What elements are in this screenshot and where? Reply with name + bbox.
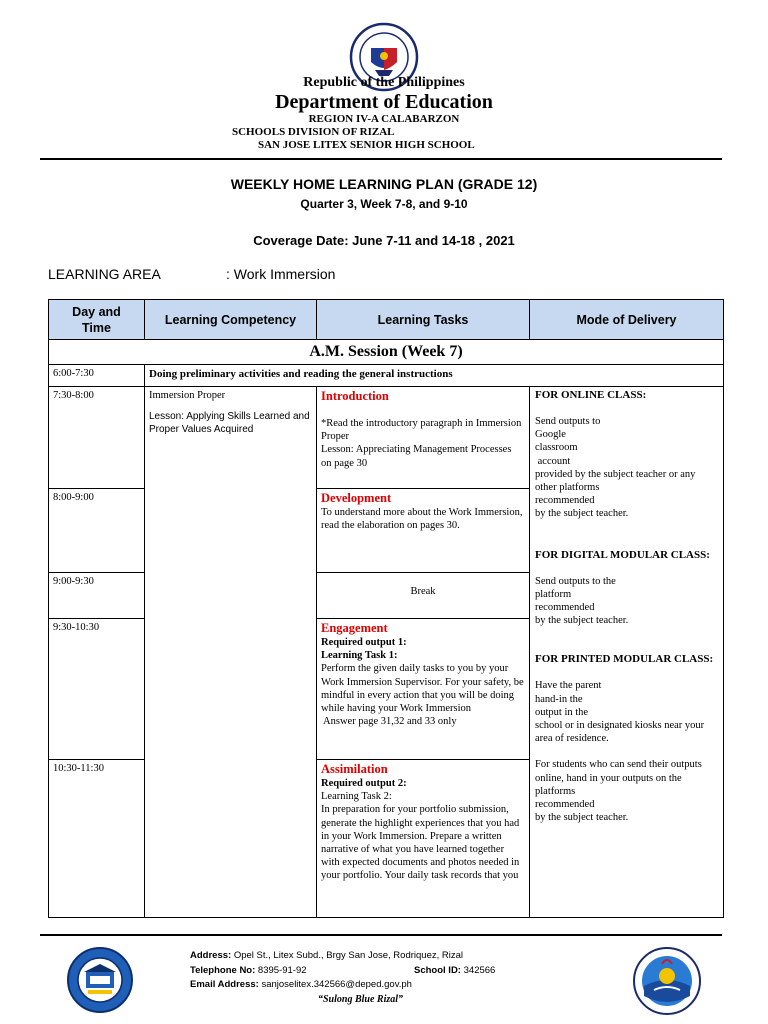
development-text: To understand more about the Work Immersion, read the elaboration on pages 30. [321, 507, 523, 532]
printed-line: hand-in the [535, 693, 583, 705]
introduction-heading: Introduction [321, 389, 389, 403]
online-line: Send outputs to [535, 416, 601, 427]
coverage-date: Coverage Date: June 7-11 and 14-18 , 2021 [253, 233, 515, 248]
time-cell: 7:30-8:00 [49, 387, 145, 489]
learning-area-label: LEARNING AREA [48, 266, 161, 282]
time-cell: 10:30-11:30 [49, 760, 145, 918]
online-line: provided by the subject teacher or any [535, 468, 696, 480]
competency-cell [145, 387, 317, 918]
online-line: recommended [535, 495, 595, 507]
digital-line: by the subject teacher. [535, 615, 629, 627]
division-line: SCHOOLS DIVISION OF RIZAL [232, 126, 395, 138]
plan-quarter: Quarter 3, Week 7-8, and 9-10 [300, 197, 468, 211]
assimilation-task: Learning Task 2: [321, 791, 392, 803]
competency-title: Immersion Proper [149, 390, 226, 401]
development-cell [317, 489, 530, 573]
time-cell: 9:00-9:30 [49, 573, 145, 619]
table-row [49, 387, 724, 489]
online-class-heading: FOR ONLINE CLASS: [535, 389, 647, 401]
development-heading: Development [321, 491, 392, 505]
time-cell: 8:00-9:00 [49, 489, 145, 573]
time-cell: 9:30-10:30 [49, 619, 145, 760]
introduction-text: *Read the introductory paragraph in Immersion Proper [321, 418, 522, 443]
engagement-cell [317, 619, 530, 760]
preliminary-instructions: Doing preliminary activities and reading the general instructions [145, 365, 724, 387]
engagement-text: Perform the given daily tasks to you by your Work Immersion Supervisor. For your safety, be mindful in every action that you will be doing while having your Work Immersion [321, 663, 524, 715]
assimilation-cell [317, 760, 530, 918]
header-day-time: Day and Time [49, 300, 145, 340]
online-line: classroom [535, 442, 578, 454]
online-line: account [535, 455, 571, 467]
footer-email: Email Address: sanjoselitex.342566@deped.gov.ph [190, 979, 412, 990]
learning-plan-table [48, 299, 724, 918]
digital-line: platform [535, 588, 572, 600]
digital-class-heading: FOR DIGITAL MODULAR CLASS: [535, 548, 710, 561]
printed-class-heading: FOR PRINTED MODULAR CLASS: [535, 653, 714, 666]
header-divider [40, 158, 722, 160]
digital-line: Send outputs to the [535, 575, 616, 587]
introduction-page: on page 30 [321, 457, 368, 469]
table-row [49, 365, 724, 387]
time-cell: 6:00-7:30 [49, 365, 145, 387]
session-row [49, 340, 724, 365]
engagement-answer: Answer page 31,32 and 33 only [321, 716, 457, 728]
header-competency: Learning Competency [145, 300, 317, 340]
plan-title: WEEKLY HOME LEARNING PLAN (GRADE 12) [230, 176, 538, 192]
school-logo-icon [66, 946, 134, 1014]
printed-line: Have the parent [535, 680, 602, 692]
assimilation-heading: Assimilation [321, 762, 388, 776]
digital-line: recommended [535, 602, 595, 614]
printed-line: school or in designated kiosks near your area of residence. [535, 720, 705, 745]
footer-school-id: School ID: 342566 [414, 965, 496, 976]
introduction-lesson: Lesson: Appreciating Management Processes [321, 444, 512, 456]
assimilation-output: Required output 2: [321, 778, 407, 789]
header-tasks: Learning Tasks [317, 300, 530, 340]
republic-line: Republic of the Philippines [303, 75, 465, 90]
school-line: SAN JOSE LITEX SENIOR HIGH SCHOOL [258, 139, 475, 151]
session-title: A.M. Session (Week 7) [49, 340, 724, 365]
mode-of-delivery-cell [530, 387, 724, 918]
online-line: by the subject teacher. [535, 508, 629, 520]
learning-area-value: : Work Immersion [226, 266, 336, 282]
footer-telephone: Telephone No: 8395-91-92 [190, 965, 307, 976]
online-line: Google [535, 429, 566, 441]
introduction-cell [317, 387, 530, 489]
footer-address: Address: Opel St., Litex Subd., Brgy San Jose, Rodriquez, Rizal [190, 950, 463, 961]
footer-motto: “Sulong Blue Rizal” [318, 994, 404, 1005]
footer-divider [40, 934, 722, 936]
competency-lesson: Lesson: Applying Skills Learned and Proper Values Acquired [149, 411, 310, 435]
send-online-line: recommended [535, 799, 595, 811]
send-online-line: by the subject teacher. [535, 812, 629, 824]
printed-line: output in the [535, 706, 589, 718]
send-online-line: For students who can send their outputs online, hand in your outputs on the [535, 759, 702, 784]
rizal-division-logo-icon [632, 946, 702, 1016]
table-header-row [49, 300, 724, 340]
break-cell: Break [317, 573, 530, 619]
region-line: REGION IV-A CALABARZON [308, 113, 460, 125]
header-mode: Mode of Delivery [530, 300, 724, 340]
engagement-task: Learning Task 1: [321, 650, 398, 662]
send-online-line: platforms [535, 785, 576, 797]
assimilation-text: In preparation for your portfolio submission, generate the highlight experiences that you had in your Work Immersion. Prepare a written narrative of what you have learned together with expected documents and photos needed in your portfolio. Your daily task records that you [321, 804, 520, 882]
engagement-heading: Engagement [321, 621, 388, 635]
online-line: other platforms [535, 482, 600, 494]
department-name: Department of Education [275, 91, 493, 113]
engagement-output: Required output 1: [321, 637, 407, 648]
